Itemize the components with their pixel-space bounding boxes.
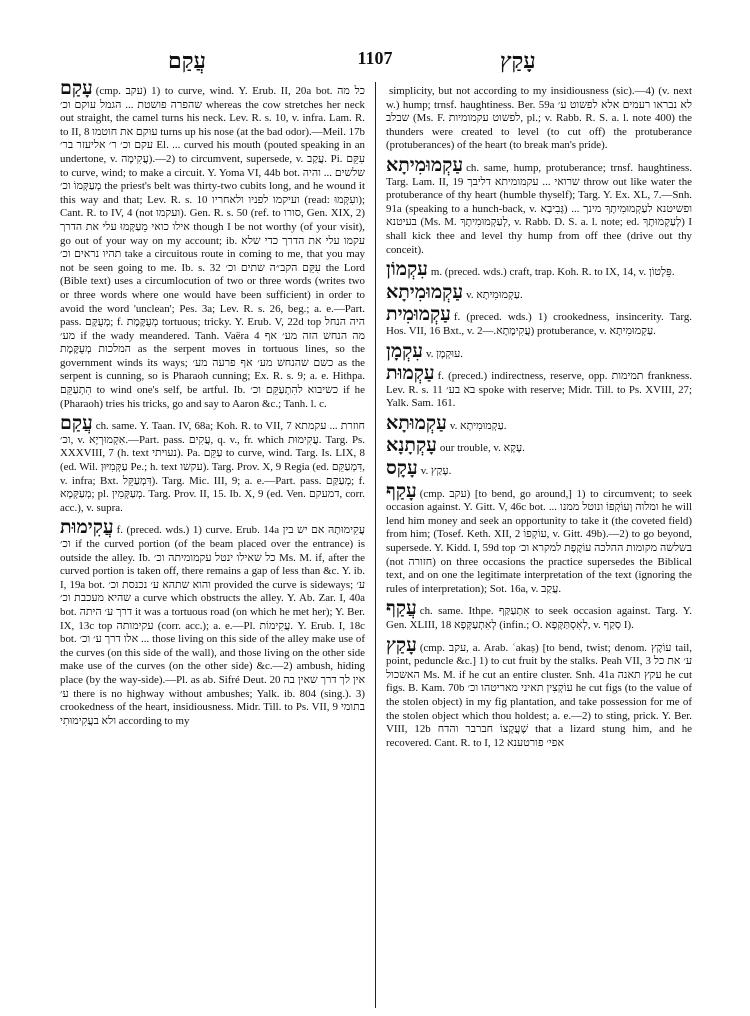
dictionary-entry bbox=[386, 280, 692, 303]
entry-headword: עַקְמוּמִיתָא bbox=[386, 153, 464, 176]
entry-headword: עָקַף bbox=[386, 479, 417, 502]
dictionary-entry bbox=[386, 633, 692, 751]
dictionary-entry bbox=[386, 411, 692, 434]
dictionary-entry bbox=[386, 457, 692, 480]
entry-headword: עַקְמוּתָא bbox=[386, 411, 447, 434]
column-divider bbox=[375, 82, 376, 1008]
entry-headword: עֲקַם bbox=[60, 412, 93, 435]
entry-headword: עִקְמָן bbox=[386, 339, 424, 362]
entry-headword: עָקַץ bbox=[386, 633, 417, 656]
dictionary-entry bbox=[386, 434, 692, 457]
entry-headword: עָקַם bbox=[60, 82, 93, 99]
entry-text: v. עוּקְמָן. bbox=[426, 347, 463, 360]
dictionary-entry bbox=[386, 153, 692, 257]
entry-text: f. (preced.) indirectness, reserve, opp. תמימות frankness. Lev. R. s. 11 בא בע׳ spoke with reserve; Midr. Till. to Ps. XVIII, 27; Yalk. Sam. 161. bbox=[386, 370, 692, 410]
right-running-headword: עָקַץ bbox=[500, 48, 536, 74]
right-column bbox=[386, 82, 692, 1008]
entry-headword: עַקְמוּמִית bbox=[386, 303, 451, 326]
dictionary-entry bbox=[386, 303, 692, 338]
entry-text: (cmp. עקב, a. Arab. ʿakaṣ) [to bend, twist; denom. עוֹקֶץ tail, point, peduncle &c.] 1) to cut fruit by the stalks. Peah VII, 3 ע׳ את כל האשכול Ms. M. if he cut an entire cluster. Snh. 41a עקץ תאנה he cut figs. B. Kam. 70b עוֹקְצִין תאיני מאריטהו וכ׳ he cut figs (to the value of the stolen object) in my fig plantation, and take possession for me of the stolen object which thou holdest; a. e.—2) to sting, prick. Y. Ber. VIII, 12b שֶׁעֲקָצוֹ חברבר והדח that a lizard stung him, and he recovered. Cant. R. to I, 12 אפי׳ פורטענא bbox=[386, 641, 692, 749]
entry-headword: עִקְמוֹן bbox=[386, 258, 428, 281]
entry-text: m. (preced. wds.) craft, trap. Koh. R. to IX, 14, v. פֵּלְטוֹן. bbox=[430, 266, 675, 279]
entry-text: our trouble, v. עָקָא. bbox=[439, 442, 525, 455]
entry-text: v. עַקְמוּמִיתָא. bbox=[449, 419, 507, 432]
entry-text: f. (preced. wds.) 1) crookedness, insincerity. Targ. Hos. VII, 16 Bxt., v. עֲקִימָתָא.—2) protuberance, v. עַקְמוּמִיתָא. bbox=[386, 311, 692, 337]
entry-text: f. (preced. wds.) 1) curve. Erub. 14a עֲקִימוּתָהּ אם יש בין וכ׳ if the curved portion (of the beam placed over the entrance) is outside the alley. Ib. כל שאילו ינטל עקמומיתה וכ׳ Ms. M. if, after the curved portion is taken off, there remains a gap of less than &c. Y. ib. I, 19a bot. והוא שתהא ע׳ נכנסת וכ׳ provided the curve is sideways; ע׳ שהיא מעכבת וכ׳ a curve which obstructs the alley. Y. Ab. Zar. I, 40a bot. דרך ע׳ היתה it was a tortuous road (on which he met her); Y. Ber. IX, 13c top עקימותה (corr. acc.); a. e.—Pl. עֲקִימוֹת. Y. Erub. I, 18c bot. אלו דרך ע׳ וכ׳ ... those living on this side of the alley make use of the curves (on this side of the wall), and those living on the other side make use of the curves (on the other side) &c.—2) ambush, hiding place (by the way-side).—Pl. as ab. Sifré Deut. 20 אין לך דרך שאין בה ע׳ there is no highway without ambushes; Yalk. ib. 804 (sing.). 3) crookedness of the heart, insidiousness. Midr. Till. to Ps. VII, 9 בתומי ולא בעֲקִימוּתִי according to my bbox=[60, 524, 365, 727]
entry-headword: עֲקִימוּת bbox=[60, 516, 114, 539]
dictionary-entry bbox=[386, 479, 692, 597]
dictionary-entry bbox=[386, 597, 692, 632]
dictionary-entry bbox=[386, 339, 692, 362]
entry-text: (cmp. עקב) 1) to curve, wind. Y. Erub. II, 20a bot. כל מה שהפרה פושטת ... הגמל עוקם וכ׳ whereas the cow stretches her neck out straight, the camel turns his neck. Lev. R. s. 10, v. infra. Lam. R. to II, 8 עוקם את חוטמו turns up his nose (at the bad odor).—Meil. 17b עקם וכ׳ ר׳ אליעזר בר׳ El. ... curved his mouth (pouted speaking in an undertone, v. עֲקִימָה).—2) to circumvent, supersede, v. עֲקַב. Pi. עִקֵּם to curve, wind; to make a circuit. Y. Yoma VI, 44b bot. שלשים ... והיה מְעַקְּמוֹ וכ׳ the priest's belt was thirty-two cubits long, and he wound it this way and that; Lev. R. s. 10 ועיקמו לפניו ולאחריו (read: ועִקְּמוּ); Cant. R. to IV, 4 (not ועקמו). Gen. R. s. 50 (ref. to סורו, Gen. XIX, 2) אילו כואי מֵעַקְּמוּ עלי את הדרך though I be not worthy (of your visit), go out of your way on my account; ib. עקמו עלי את הדרך כדי שלא תהיו נראים וכ׳ take a circuitous route in coming to me, that you may not be seen going to me. Ib. s. 32 עִקֵּם הקב״ה שתים וכ׳ the Lord (Bible text) uses a circumlocution of two or three words (writes two or three words where one would have been sufficient) in order to avoid the word 'unclean'; Pes. 3a; Lev. R. s. 26, beg.; a. e.—Part. pass. מְעֻקָּם; f. מְעֻקֶּמֶת tortuous; tricky. Y. Erub. V, 22d top היה הנחל מע׳ if the wady meandered. Tanh. Vaëra 4 מה הנחש הזה מע׳ אף המלכות מְעֻקֶּמֶת as the serpent moves in tortuous lines, so the government winds its ways; כשם שהנחש מע׳ אף פרעה מע׳ as the serpent is cunning, so is Pharaoh cunning; Ex. R. s. 9; a. e. Hithpa. הִתְעַקֵּם to wind one's self, be artful. Ib. כשיבוא להִתְעַקֵּם וכ׳ if he (Pharaoh) tries his tricks, go and say to Aaron &c.; Tanh. l. c. bbox=[60, 85, 365, 410]
entry-text: v. עָקַץ. bbox=[420, 465, 452, 478]
entry-text: ch. same, hump, protuberance; trnsf. haughtiness. Targ. Lam. II, 19 שרואי ... עקמומיתא דליבך throw out like water the protuberance of thy heart (humble thyself); Targ. Y. Ex. XL, 7.—Snh. 91a (speaking to a hunch-back, v. גְּבִיבָא) ... ופשיטנא לעַקְמוּמִיתָךְ מינך בעיטנא (Ms. M. לְעַקְמוּמִיתָךְ, v. Rabb. D. S. a. l. note; ed. לְעַקְמוּתָךְ) I shall kick thee and level thy hump from off thee (drive out thy conceit). bbox=[386, 161, 692, 256]
left-running-headword: עֲקַם bbox=[168, 48, 206, 74]
page-header bbox=[60, 48, 690, 74]
dictionary-entry bbox=[60, 82, 365, 411]
entry-headword: עָקָס bbox=[386, 457, 418, 480]
dictionary-entry bbox=[386, 362, 692, 411]
dictionary-entry bbox=[60, 412, 365, 515]
entry-headword: עָקְתָנָא bbox=[386, 434, 437, 457]
dictionary-entry bbox=[60, 516, 365, 728]
left-column bbox=[60, 82, 365, 1008]
page-number: 1107 bbox=[357, 48, 393, 68]
entry-headword: עַקְמוּמִיתָא bbox=[386, 280, 464, 303]
entry-text: ch. same. Y. Taan. IV, 68a; Koh. R. to VII, 7 חוזרת ... עקמתא וכ׳, v. אִקְמוּרְיָא.—Part. pass. עֲקִים, q. v., fr. which עֲקִימוּת. Targ. Ps. XXXVIII, 7 (h. text נעויתי). Pa. עַקֵּם to curve, wind. Targ. Is. LIX, 8 (ed. Wil. עַקְּמִיּוּן Pe.; h. text עקשו). Targ. Prov. X, 9 Regia (ed. דִּמְעַקֵּם, v. infra; Bxt. דִּמְעַקֵּל). Targ. Mic. III, 9; a. e.—Part. pass. מְעַקַּם; f. מְעַקְּמָא; pl. מְעַקְּמִין. Targ. Prov. II, 15. Ib. X, 9 (ed. Ven. דמעקם, corr. acc.), v. supra. bbox=[60, 420, 365, 514]
dictionary-entry bbox=[386, 82, 692, 153]
entry-headword: עַקְמוּת bbox=[386, 362, 435, 385]
entry-text: v. עַקְמוּמִיתָא. bbox=[466, 288, 523, 301]
entry-text: simplicity, but not according to my insidiousness (sic).—4) (v. next w.) hump; trnsf. haughtiness. Ber. 59a לא נבראו רעמים אלא לפשוט ע׳ שבלב (Ms. F. לפשוט עקמומיות, pl.; v. Rabb. R. S. a. l. note 400) the thunders were created to level (to cut off) the protuberance (protuberances) of the heart (to break man's pride). bbox=[386, 85, 692, 152]
entry-text: (cmp. עקב) [to bend, go around,] 1) to circumvent; to seek occasion against. Y. Gitt. V, 46c bot. ... ומלוה וְעוֹקְפוֹ ונוטל ממנו he will lend him money and seek an opportunity to take it (the coveted field) from him; (Tosef. Keth. XII, 2 עוֹקְפוֹ, v. Gitt. 49b).—2) to go beyond, supersede. Y. Kidd. I, 59d top בשלשה מקומות ההלכה עוֹקֶפֶת למקרא וכ׳ (not חזורה) on three occasions the practice supersedes the Biblical text, and on one the legitimate interpretation of the text (ignoring the rules of interpretation); Sot. 16a, v. עֲקַב. bbox=[386, 487, 692, 595]
entry-text: ch. same. Ithpe. אִתְעַקַּף to seek occasion against. Targ. Y. Gen. XLIII, 18 לְאִתְעַקְּפָא (infin.; O. לְאִסְתַּקָּפָא, v. סְקַף I). bbox=[386, 605, 692, 631]
entry-headword: עֲקַף bbox=[386, 597, 417, 620]
dictionary-entry bbox=[386, 258, 692, 281]
